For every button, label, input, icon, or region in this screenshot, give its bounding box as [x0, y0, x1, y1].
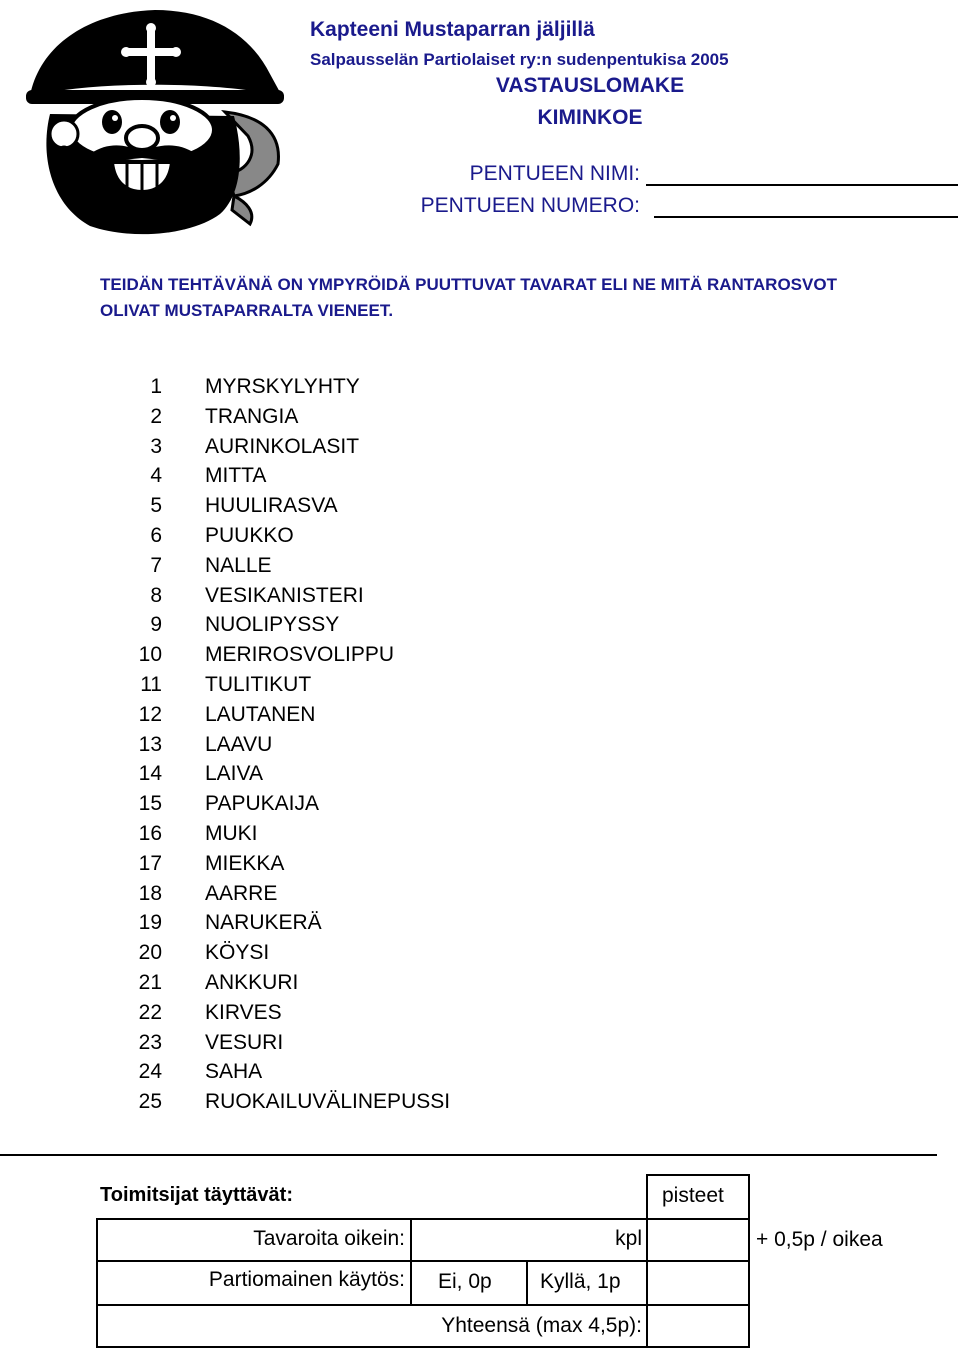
- bonus-note: + 0,5p / oikea: [756, 1228, 883, 1251]
- item-number: 1: [150, 375, 162, 398]
- item-number: 6: [150, 523, 162, 547]
- item-name[interactable]: KIRVES: [205, 1000, 282, 1024]
- item-name[interactable]: TRANGIA: [205, 404, 299, 428]
- item-number: 21: [138, 970, 162, 994]
- item-number: 18: [138, 881, 162, 905]
- form-title: VASTAUSLOMAKE: [495, 74, 685, 97]
- item-number: 19: [138, 911, 162, 935]
- item-name[interactable]: LAUTANEN: [205, 702, 316, 726]
- list-item[interactable]: [100, 610, 450, 640]
- item-number: 5: [150, 494, 162, 518]
- item-name[interactable]: PUUKKO: [205, 523, 294, 547]
- list-item[interactable]: [100, 1057, 450, 1087]
- item-number: 2: [150, 404, 162, 428]
- behaviour-label: Partiomainen käytös:: [208, 1268, 405, 1291]
- list-item[interactable]: [100, 789, 450, 819]
- item-name[interactable]: MUKI: [205, 821, 258, 845]
- item-name[interactable]: NALLE: [205, 553, 272, 577]
- list-item[interactable]: [100, 759, 450, 789]
- correct-points-cell[interactable]: [646, 1218, 750, 1262]
- item-number: 16: [138, 821, 162, 845]
- list-item[interactable]: [100, 491, 450, 521]
- item-name[interactable]: TULITIKUT: [205, 672, 312, 696]
- team-name-field[interactable]: [646, 184, 958, 186]
- item-name[interactable]: PAPUKAIJA: [205, 792, 319, 816]
- item-number: 22: [138, 1000, 162, 1024]
- points-header: pisteet: [662, 1184, 724, 1207]
- item-number: 25: [138, 1090, 162, 1114]
- item-number: 9: [150, 613, 162, 637]
- header-subtitle: Salpausselän Partiolaiset ry:n sudenpentukisa 2005: [310, 50, 729, 69]
- item-name[interactable]: SAHA: [205, 1060, 263, 1084]
- list-item[interactable]: [100, 402, 450, 432]
- list-item[interactable]: [100, 551, 450, 581]
- pirate-captain-logo: [20, 4, 290, 236]
- item-number: 24: [138, 1060, 162, 1084]
- item-number: 10: [138, 643, 162, 667]
- behaviour-points-cell[interactable]: [646, 1260, 750, 1306]
- list-item[interactable]: [100, 1087, 450, 1117]
- item-name[interactable]: RUOKAILUVÄLINEPUSSI: [205, 1090, 451, 1114]
- list-item[interactable]: [100, 432, 450, 462]
- list-item[interactable]: [100, 670, 450, 700]
- list-item[interactable]: [100, 581, 450, 611]
- header-title: Kapteeni Mustaparran jäljillä: [310, 18, 595, 41]
- item-number: 15: [138, 792, 162, 816]
- correct-label: Tavaroita oikein:: [253, 1227, 405, 1250]
- list-item[interactable]: [100, 879, 450, 909]
- item-number: 20: [138, 941, 162, 965]
- item-name[interactable]: HUULIRASVA: [205, 494, 338, 518]
- list-item[interactable]: [100, 461, 450, 491]
- item-name[interactable]: LAAVU: [205, 732, 273, 756]
- list-item[interactable]: [100, 849, 450, 879]
- list-item[interactable]: [100, 908, 450, 938]
- item-name[interactable]: KÖYSI: [205, 941, 270, 965]
- list-item[interactable]: [100, 730, 450, 760]
- team-number-label: PENTUEEN NUMERO:: [420, 194, 640, 217]
- item-number: 13: [138, 732, 162, 756]
- unit-label: kpl: [615, 1227, 642, 1250]
- correct-count-cell[interactable]: [410, 1218, 648, 1262]
- item-list: [100, 372, 450, 1117]
- list-item[interactable]: [100, 938, 450, 968]
- item-name[interactable]: AURINKOLASIT: [205, 434, 360, 458]
- list-item[interactable]: [100, 640, 450, 670]
- item-name[interactable]: LAIVA: [205, 762, 263, 786]
- item-name[interactable]: MIEKKA: [205, 851, 285, 875]
- item-name[interactable]: VESIKANISTERI: [205, 583, 364, 607]
- officials-label: Toimitsijat täyttävät:: [100, 1184, 293, 1206]
- item-name[interactable]: MYRSKYLYHTY: [205, 375, 360, 398]
- team-name-label: PENTUEEN NIMI:: [469, 162, 640, 185]
- list-item[interactable]: [100, 700, 450, 730]
- option-yes[interactable]: Kyllä, 1p: [540, 1270, 621, 1293]
- item-name[interactable]: VESURI: [205, 1030, 284, 1054]
- item-number: 11: [140, 672, 162, 696]
- section-divider: [0, 1154, 937, 1156]
- item-name[interactable]: NUOLIPYSSY: [205, 613, 340, 637]
- item-number: 12: [138, 702, 162, 726]
- instructions: TEIDÄN TEHTÄVÄNÄ ON YMPYRÖIDÄ PUUTTUVAT TAVARAT ELI NE MITÄ RANTAROSVOT OLIVAT MUSTAPARRALTA VIENEET.: [100, 275, 837, 320]
- list-item[interactable]: [100, 998, 450, 1028]
- option-no[interactable]: Ei, 0p: [438, 1270, 492, 1293]
- item-number: 23: [138, 1030, 162, 1054]
- item-number: 8: [150, 583, 162, 607]
- item-number: 4: [150, 464, 162, 488]
- item-name[interactable]: NARUKERÄ: [205, 911, 322, 935]
- item-name[interactable]: AARRE: [205, 881, 278, 905]
- item-number: 3: [150, 434, 162, 458]
- list-item[interactable]: [100, 1028, 450, 1058]
- team-number-field[interactable]: [654, 216, 958, 218]
- item-name[interactable]: MERIROSVOLIPPU: [205, 643, 395, 667]
- list-item[interactable]: [100, 372, 450, 402]
- item-name[interactable]: ANKKURI: [205, 970, 299, 994]
- task-title: KIMINKOE: [537, 106, 643, 129]
- total-points-cell[interactable]: [646, 1304, 750, 1348]
- list-item[interactable]: [100, 819, 450, 849]
- total-label: Yhteensä (max 4,5p):: [441, 1314, 642, 1337]
- list-item[interactable]: [100, 521, 450, 551]
- item-number: 17: [138, 851, 162, 875]
- item-number: 14: [138, 762, 162, 786]
- item-number: 7: [150, 553, 162, 577]
- item-name[interactable]: MITTA: [205, 464, 267, 488]
- list-item[interactable]: [100, 968, 450, 998]
